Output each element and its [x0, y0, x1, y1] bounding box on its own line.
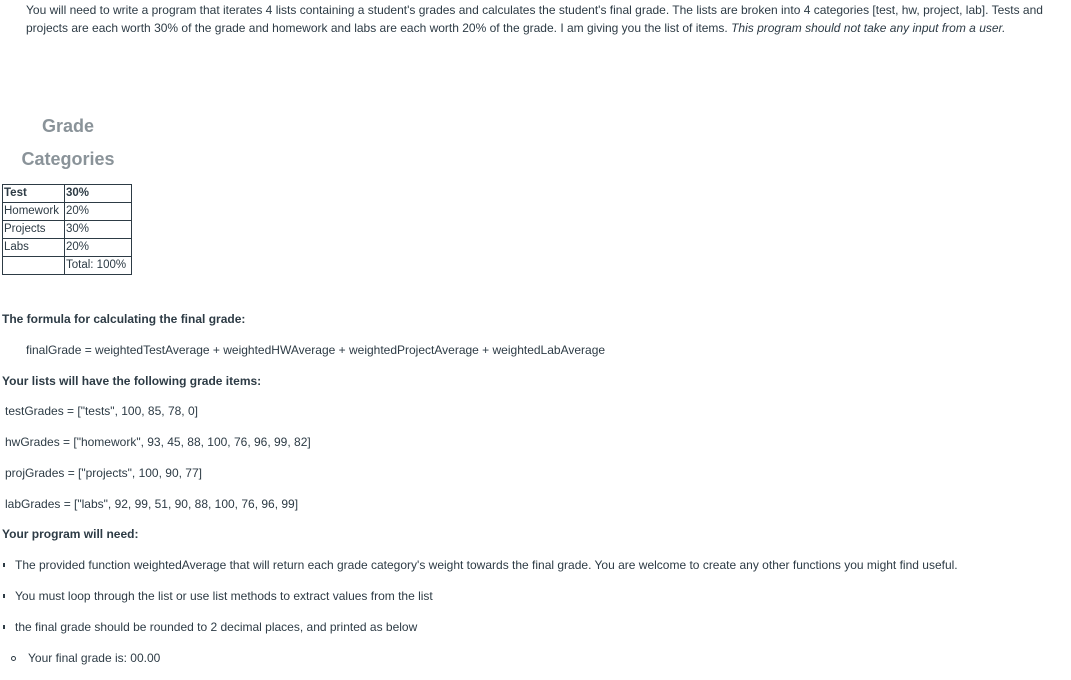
category-name: Labs: [3, 239, 65, 257]
list-item: The provided function weightedAverage that will return each grade category's weight towards the final grade. You are welcome to create any other functions you might find useful.: [15, 558, 958, 572]
circle-bullet-icon: [11, 656, 16, 661]
sub-list-item: Your final grade is: 00.00: [28, 651, 161, 665]
title-line-2: Categories: [21, 149, 115, 169]
intro-paragraph: [26, 1, 1066, 37]
category-name: Homework: [3, 203, 65, 221]
category-name: [3, 257, 65, 275]
category-weight: 30%: [65, 221, 132, 239]
bullet-icon: [3, 594, 5, 598]
category-name: Projects: [3, 221, 65, 239]
list-item: the final grade should be rounded to 2 decimal places, and printed as below: [15, 620, 418, 634]
intro-text: You will need to write a program that iterates 4 lists containing a student's grades and calculates the student's final grade. The lists are broken into 4 categories [test, hw, project, lab]. Tests and projects are each worth 30% of the grade and homework and labs are each worth 20% of the grade. I am giving you the list of items.: [26, 3, 1043, 35]
intro-emphasis: This program should not take any input from a user.: [731, 21, 1006, 35]
category-weight: 30%: [65, 185, 132, 203]
grade-categories-table: [2, 184, 132, 275]
list-item: You must loop through the list or use list methods to extract values from the list: [15, 589, 433, 603]
hw-grades-list: hwGrades = ["homework", 93, 45, 88, 100, 76, 96, 99, 82]: [5, 435, 311, 449]
lists-heading: Your lists will have the following grade items:: [2, 374, 262, 388]
title-line-1: Grade: [41, 116, 95, 136]
bullet-icon: [3, 563, 5, 567]
table-row: [3, 203, 132, 221]
proj-grades-list: projGrades = ["projects", 100, 90, 77]: [5, 466, 202, 480]
lab-grades-list: labGrades = ["labs", 92, 99, 51, 90, 88, 100, 76, 96, 99]: [5, 497, 299, 511]
table-row: [3, 239, 132, 257]
test-grades-list: testGrades = ["tests", 100, 85, 78, 0]: [5, 404, 198, 418]
grade-categories-title: [6, 110, 130, 176]
category-weight: 20%: [65, 203, 132, 221]
formula-text: finalGrade = weightedTestAverage + weightedHWAverage + weightedProjectAverage + weightedLabAverage: [26, 343, 606, 357]
needs-heading: Your program will need:: [2, 527, 139, 541]
bullet-icon: [3, 625, 5, 629]
formula-heading: The formula for calculating the final grade:: [2, 312, 246, 326]
table-row: [3, 257, 132, 275]
category-name: Test: [3, 185, 65, 203]
table-row: [3, 221, 132, 239]
category-total: Total: 100%: [65, 257, 132, 275]
category-weight: 20%: [65, 239, 132, 257]
table-row: [3, 185, 132, 203]
